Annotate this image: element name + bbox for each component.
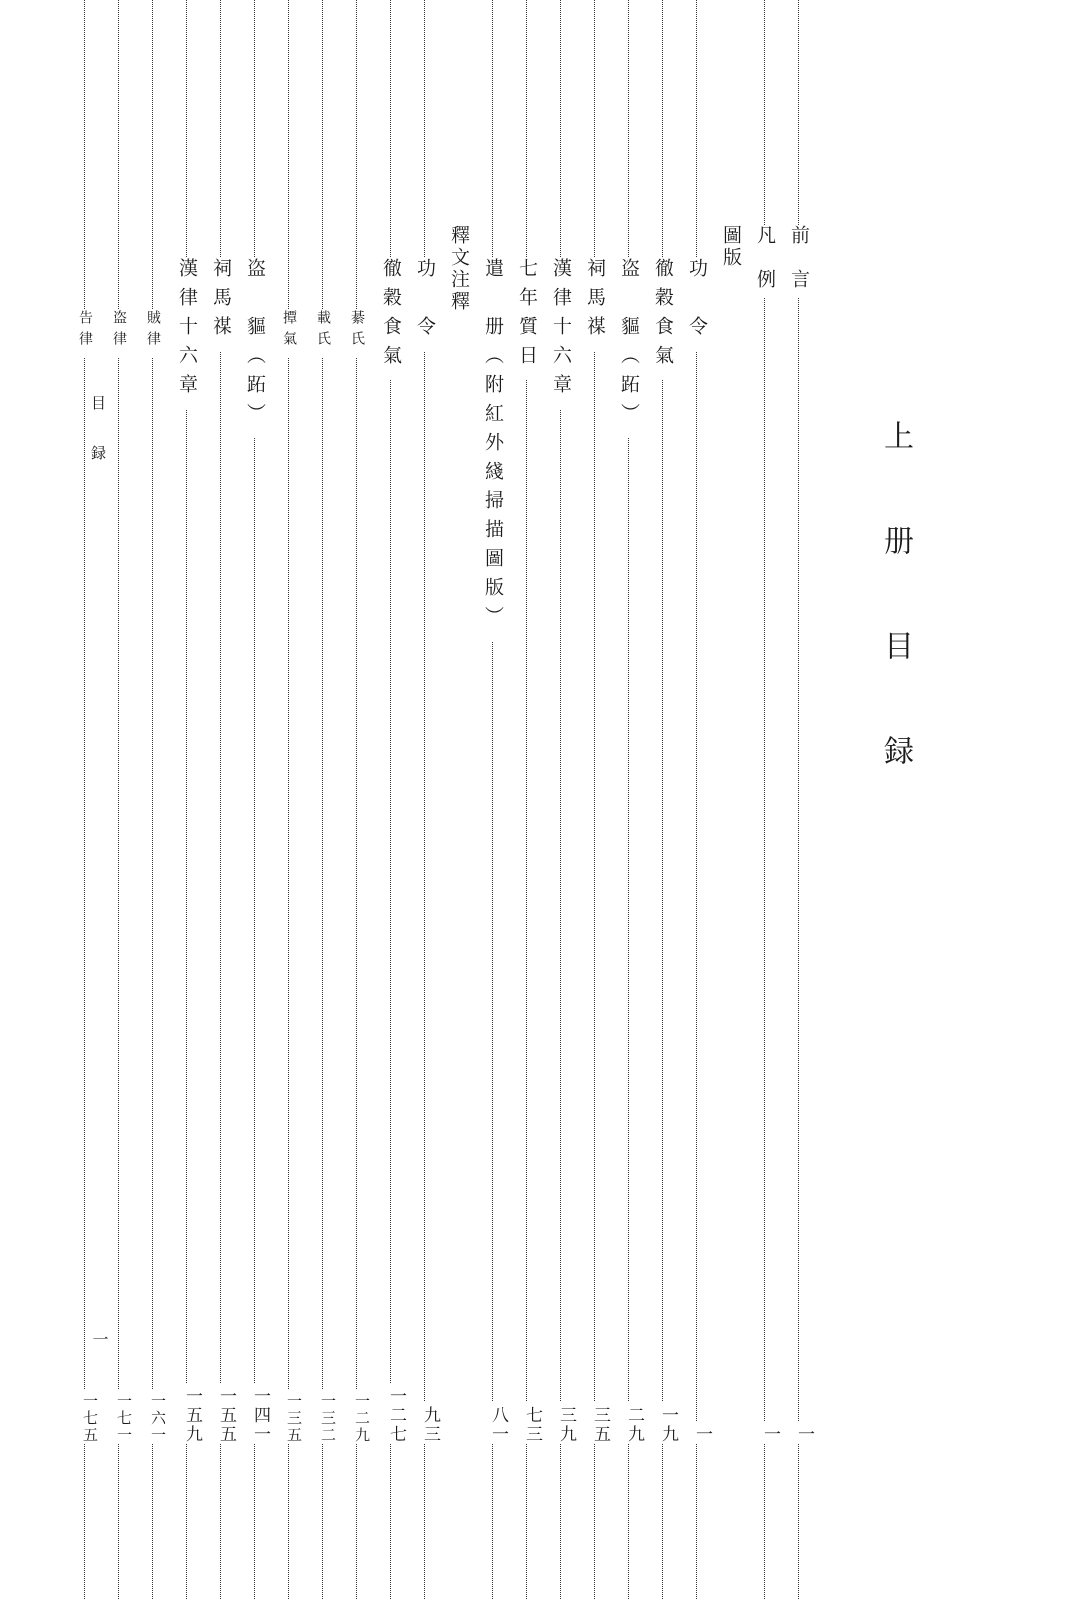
toc-entry-label: 載氏 [306, 310, 340, 358]
toc-entry[interactable] [340, 0, 374, 1599]
toc-entry-label: 凡 例 [748, 225, 782, 297]
toc-entry-page-number: 一三二 [306, 1389, 340, 1444]
dot-leader [628, 0, 629, 1599]
toc-entry-page-number: 九三 [408, 1402, 442, 1444]
toc-entry[interactable] [102, 0, 136, 1599]
toc-entry[interactable] [374, 0, 408, 1599]
dot-leader [220, 0, 221, 1599]
toc-entry-page-number: 一二七 [374, 1383, 408, 1444]
toc-entry-page-number: 一 [680, 1421, 714, 1444]
dot-leader [322, 0, 323, 1599]
dot-leader [424, 0, 425, 1599]
dot-leader [662, 0, 663, 1599]
toc-entry[interactable] [170, 0, 204, 1599]
dot-leader [356, 0, 357, 1599]
toc-entry-page-number: 一 [748, 1421, 782, 1444]
dot-leader [152, 0, 153, 1599]
toc-entry[interactable] [442, 0, 476, 1599]
folio-number: 一 [90, 1331, 109, 1347]
dot-leader [254, 0, 255, 1599]
toc-entry[interactable] [272, 0, 306, 1599]
toc-entry[interactable] [612, 0, 646, 1599]
page-title: 上 册 目 録 [878, 420, 913, 785]
dot-leader [390, 0, 391, 1599]
toc-entry-page-number: 一四一 [238, 1383, 272, 1444]
toc-entry-page-number: 三九 [544, 1402, 578, 1444]
toc-entry[interactable] [578, 0, 612, 1599]
toc-entry-label: 撢氣 [272, 310, 306, 358]
toc-entry[interactable] [238, 0, 272, 1599]
dot-leader [560, 0, 561, 1599]
toc-entry-label: 盗 貙（跖） [612, 258, 646, 438]
toc-entry[interactable] [714, 0, 748, 1599]
toc-entry-page-number: 一 [782, 1421, 816, 1444]
toc-entry-label: 漢律十六章 [170, 258, 204, 409]
toc-entry-label: 徹穀食氣 [646, 258, 680, 380]
toc-entry-page-number: 一五五 [204, 1383, 238, 1444]
running-head: 目 録 [89, 395, 107, 470]
toc-entry[interactable] [476, 0, 510, 1599]
toc-entry-page-number [442, 1440, 476, 1444]
dot-leader [288, 0, 289, 1599]
dot-leader [84, 0, 85, 1599]
toc-entry-label: 告律 [68, 310, 102, 358]
toc-entry-label: 漢律十六章 [544, 258, 578, 409]
toc-entry[interactable] [782, 0, 816, 1599]
toc-entry[interactable] [544, 0, 578, 1599]
dot-leader [696, 0, 697, 1599]
toc-entry-label: 功 令 [680, 258, 714, 351]
toc-entry[interactable] [136, 0, 170, 1599]
toc-entry-page-number: 一二九 [340, 1389, 374, 1444]
toc-entry[interactable] [204, 0, 238, 1599]
toc-entry-page-number: 一三五 [272, 1389, 306, 1444]
toc-entry-page-number: 八一 [476, 1402, 510, 1444]
toc-entry-label: 賊律 [136, 310, 170, 358]
toc-entry-page-number: 一六一 [136, 1389, 170, 1444]
toc-entry[interactable] [510, 0, 544, 1599]
toc-entry-label: 盗律 [102, 310, 136, 358]
toc-entry-page-number: 一七五 [68, 1389, 102, 1444]
toc-entry[interactable] [680, 0, 714, 1599]
toc-entry-label: 綦氏 [340, 310, 374, 358]
toc-entry-label: 祠馬禖 [578, 258, 612, 351]
toc-entry-label: 徹穀食氣 [374, 258, 408, 380]
toc-entry-page-number: 一七一 [102, 1389, 136, 1444]
toc-entry[interactable] [646, 0, 680, 1599]
toc-entry-label: 盗 貙（跖） [238, 258, 272, 438]
dot-leader [594, 0, 595, 1599]
toc-entry-label: 功 令 [408, 258, 442, 351]
toc-entry-label: 前 言 [782, 225, 816, 297]
toc-entry-page-number: 一五九 [170, 1383, 204, 1444]
toc-entry-page-number: 二九 [612, 1402, 646, 1444]
toc-entry[interactable] [68, 0, 102, 1599]
toc-entry[interactable] [306, 0, 340, 1599]
toc-entry-label: 釋文注釋 [442, 225, 476, 319]
toc-entry-label: 圖版 [714, 225, 748, 275]
dot-leader [186, 0, 187, 1599]
toc-entry-page-number [714, 1440, 748, 1444]
toc-entry[interactable] [748, 0, 782, 1599]
toc-entry[interactable] [408, 0, 442, 1599]
dot-leader [526, 0, 527, 1599]
toc-entry-label: 七年質日 [510, 258, 544, 380]
toc-entry-page-number: 七三 [510, 1402, 544, 1444]
dot-leader [118, 0, 119, 1599]
toc-entry-page-number: 三五 [578, 1402, 612, 1444]
toc-entry-label: 祠馬禖 [204, 258, 238, 351]
toc-entry-page-number: 一九 [646, 1402, 680, 1444]
dot-leader [492, 0, 493, 1599]
toc-entry-label: 遣 册（附紅外綫掃描圖版） [476, 258, 510, 641]
